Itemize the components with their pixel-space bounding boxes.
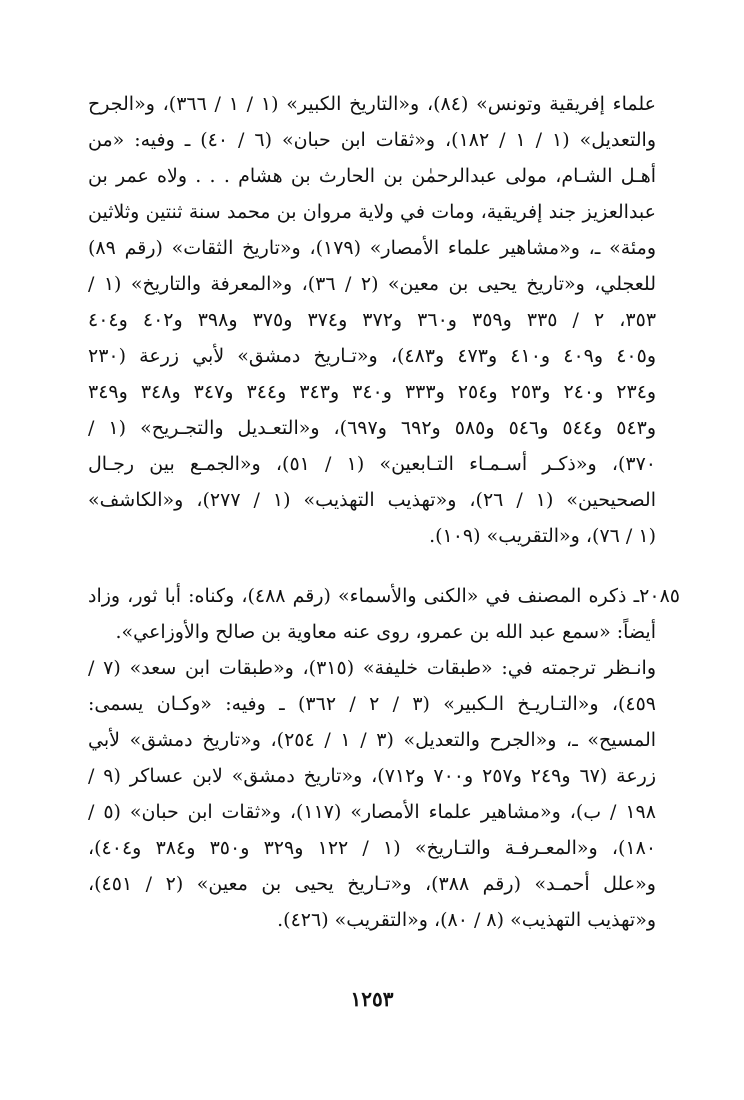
text-line: ٣٥٣، ٢ / ٣٣٥ و٣٥٩ و٣٦٠ و٣٧٢ و٣٧٤ و٣٧٥ و٣٩٨ و٤٠٢ و٤٠٤ <box>88 309 656 331</box>
text-line: والتعديل» (١ / ١ / ١٨٢)، و«ثقات ابن حبان» (٦ / ٤٠) ـ وفيه: «من <box>88 129 656 151</box>
text-line: وانـظر ترجمته في: «طبقات خليفة» (٣١٥)، و«طبقات ابن سعد» (٧ / <box>88 657 656 679</box>
text-line: للعجلي، و«تاريخ يحيى بن معين» (٢ / ٣٦)، و«المعرفة والتاريخ» (١ / <box>88 273 656 295</box>
text-line: المسيح» ـ، و«الجرح والتعديل» (٣ / ١ / ٢٥٤)، و«تاريخ دمشق» لأبي <box>88 729 656 751</box>
text-line: أهـل الشـام، مولى عبدالرحمٰن بن الحارث بن هشام . . . ولاه عمر بن <box>88 165 656 187</box>
text-line: الصحيحين» (١ / ٢٦)، و«تهذيب التهذيب» (١ / ٢٧٧)، و«الكاشف» <box>88 489 656 511</box>
text-line: و٢٣٤ و٢٤٠ و٢٥٣ و٢٥٤ و٣٣٣ و٣٤٠ و٣٤٣ و٣٤٤ و٣٤٧ و٣٤٨ و٣٤٩ <box>88 381 656 403</box>
page-number: ١٢٥٣ <box>350 987 394 1011</box>
text-line: (١ / ٧٦)، و«التقريب» (١٠٩). <box>429 525 656 547</box>
text-line: و٤٠٥ و٤٠٩ و٤١٠ و٤٧٣ و٤٨٣)، و«تـاريخ دمشق» لأبي زرعة (٢٣٠ <box>88 345 656 367</box>
text-line: عبدالعزيز جند إفريقية، ومات في ولاية مروان بن محمد سنة ثنتين وثلاثين <box>88 201 656 223</box>
text-line: و«تهذيب التهذيب» (٨ / ٨٠)، و«التقريب» (٤٢٦). <box>277 909 656 931</box>
entry-number-line: ٢٠٨٥ـ ذكره المصنف في «الكنى والأسماء» (رقم ٤٨٨)، وكناه: أبا ثور، وزاد <box>88 585 680 607</box>
text-line: و«علل أحمـد» (رقم ٣٨٨)، و«تـاريخ يحيى بن معين» (٢ / ٤٥١)، <box>88 873 656 895</box>
text-line: ٤٥٩)، و«التـاريـخ الـكبير» (٣ / ٢ / ٣٦٢) ـ وفيه: «وكـان يسمى: <box>88 693 656 715</box>
text-line: و٥٤٣ و٥٤٤ و٥٤٦ و٥٨٥ و٦٩٢ و٦٩٧)، و«التعـديل والتجـريح» (١ / <box>88 417 656 439</box>
text-line: ١٩٨ / ب)، و«مشاهير علماء الأمصار» (١١٧)، و«ثقات ابن حبان» (٥ / <box>88 801 656 823</box>
text-line: زرعة (٦٧ و٢٤٩ و٢٥٧ و٧٠٠ و٧١٢)، و«تاريخ دمشق» لابن عساكر (٩ / <box>88 765 656 787</box>
text-line: ٣٧٠)، و«ذكـر أسـمـاء التـابعين» (١ / ٥١)، و«الجمـع بين رجـال <box>88 453 656 475</box>
text-line: ومئة» ـ، و«مشاهير علماء الأمصار» (١٧٩)، و«تاريخ الثقات» (رقم ٨٩) <box>88 237 656 259</box>
text-line: أيضاً: «سمع عبد الله بن عمرو، روى عنه معاوية بن صالح والأوزاعي». <box>115 621 656 643</box>
text-line: علماء إفريقية وتونس» (٨٤)، و«التاريخ الكبير» (١ / ١ / ٣٦٦)، و«الجرح <box>88 93 656 115</box>
text-line: ١٨٠)، و«المعـرفـة والتـاريخ» (١ / ١٢٢ و٣٢٩ و٣٥٠ و٣٨٤ و٤٠٤)، <box>88 837 656 859</box>
